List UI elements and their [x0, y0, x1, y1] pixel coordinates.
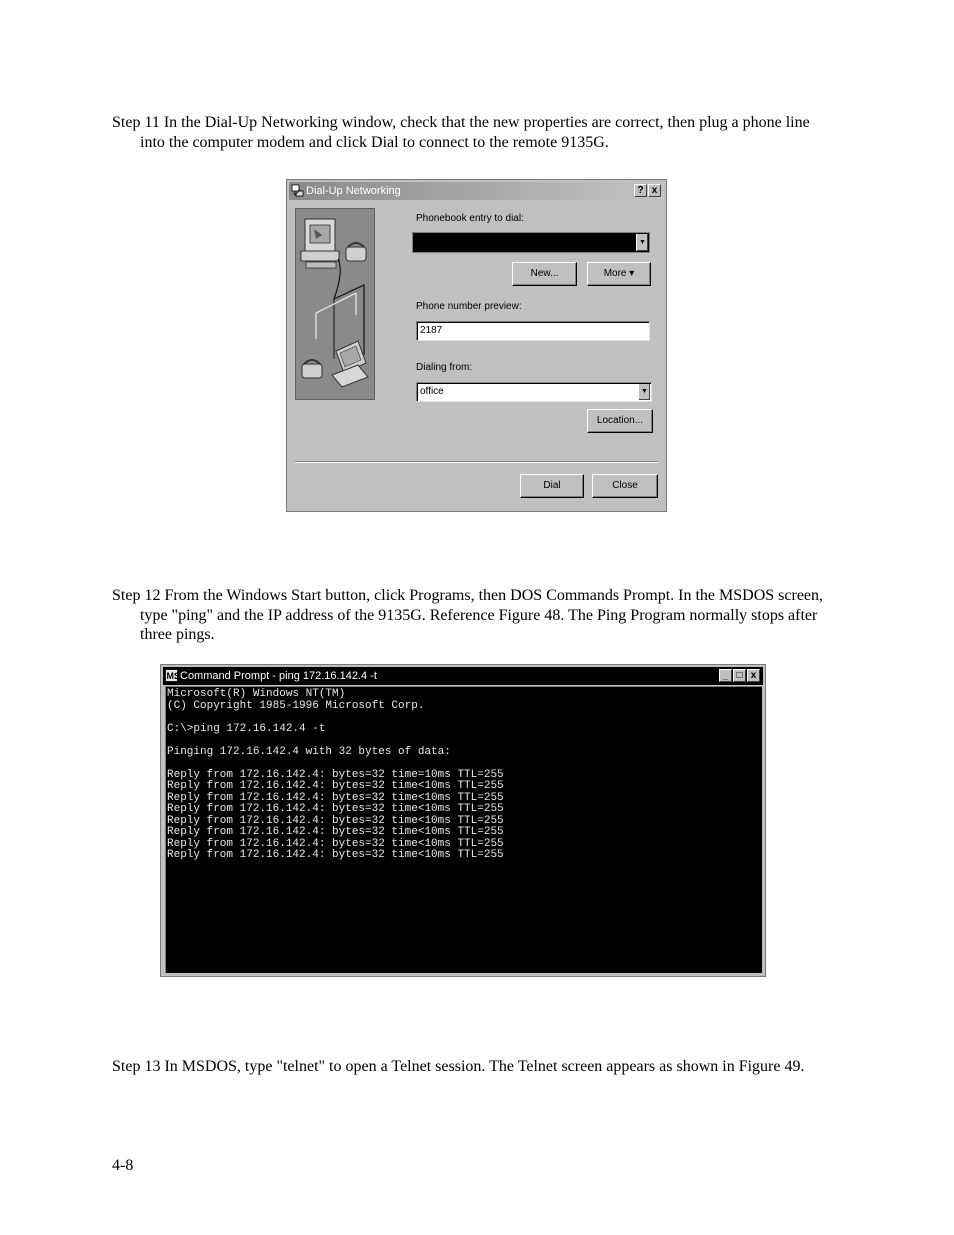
console-line: Reply from 172.16.142.4: bytes=32 time<10ms TTL=255 [167, 826, 504, 838]
step-12-text: Step 12 From the Windows Start button, click Programs, then DOS Commands Prompt. In the MSDOS screen, type "ping" and the IP address of the 9135G. Reference Figure 48. The Ping Program normally stops after three pings. [112, 587, 824, 643]
dialup-title: Dial-Up Networking [306, 185, 401, 197]
console-line: Reply from 172.16.142.4: bytes=32 time<10ms TTL=255 [167, 837, 504, 850]
cmd-close-button[interactable]: x [747, 669, 760, 682]
phone-preview-field[interactable]: 2187 [416, 321, 650, 341]
console-line: Reply from 172.16.142.4: bytes=32 time=10ms TTL=255 [167, 768, 504, 781]
dialup-networking-window [286, 179, 667, 512]
console-line [167, 758, 762, 770]
network-illustration [296, 209, 374, 399]
dialup-illustration [295, 208, 375, 400]
phonebook-label: Phonebook entry to dial: [416, 213, 524, 224]
console-line: Reply from 172.16.142.4: bytes=32 time<10ms TTL=255 [167, 849, 504, 861]
window-close-button[interactable]: x [648, 184, 661, 197]
dialing-from-label: Dialing from: [416, 362, 473, 373]
chevron-down-icon[interactable]: ▼ [638, 384, 650, 400]
command-prompt-window [160, 664, 766, 977]
step-13-text: Step 13 In MSDOS, type "telnet" to open a Telnet session. The Telnet screen appears as shown in Figure 49. [112, 1058, 805, 1075]
console-line [167, 712, 762, 724]
location-button[interactable]: Location... [587, 409, 653, 433]
cmd-title-bar[interactable] [163, 667, 763, 685]
console-line: Reply from 172.16.142.4: bytes=32 time<10ms TTL=255 [167, 780, 504, 792]
dialup-app-icon [291, 184, 304, 197]
console-line [167, 735, 762, 747]
console-line: (C) Copyright 1985-1996 Microsoft Corp. [167, 699, 425, 712]
phone-preview-label: Phone number preview: [416, 301, 522, 312]
console-output[interactable] [165, 686, 762, 973]
minimize-button[interactable]: _ [719, 669, 732, 682]
divider [295, 461, 658, 463]
console-line: Reply from 172.16.142.4: bytes=32 time<10ms TTL=255 [167, 791, 504, 804]
help-button[interactable]: ? [634, 184, 647, 197]
more-button[interactable]: More ▾ [587, 262, 651, 286]
dialing-from-select[interactable] [416, 382, 652, 402]
console-line: Reply from 172.16.142.4: bytes=32 time<10ms TTL=255 [167, 814, 504, 827]
chevron-down-icon[interactable]: ▼ [636, 234, 648, 251]
console-line: C:\>ping 172.16.142.4 -t [167, 722, 326, 735]
cmd-title: Command Prompt - ping 172.16.142.4 -t [180, 670, 377, 682]
dial-button[interactable]: Dial [520, 474, 584, 498]
close-button[interactable]: Close [592, 474, 658, 498]
maximize-button[interactable]: □ [733, 669, 746, 682]
new-button[interactable]: New... [512, 262, 577, 286]
msdos-icon [165, 669, 178, 682]
svg-text:MS: MS [166, 671, 180, 681]
page-number: 4-8 [112, 1157, 134, 1174]
console-line: Reply from 172.16.142.4: bytes=32 time<10ms TTL=255 [167, 803, 504, 815]
console-line: Microsoft(R) Windows NT(TM) [167, 688, 346, 700]
dialing-from-value: office [420, 386, 444, 397]
step-11-text: Step 11 In the Dial-Up Networking window, check that the new properties are correct, then plug a phone line into the computer modem and click Dial to connect to the remote 9135G. [112, 114, 810, 151]
dialup-title-bar[interactable] [289, 182, 664, 200]
phonebook-entry-select[interactable] [412, 232, 650, 253]
console-line: Pinging 172.16.142.4 with 32 bytes of data: [167, 745, 451, 758]
